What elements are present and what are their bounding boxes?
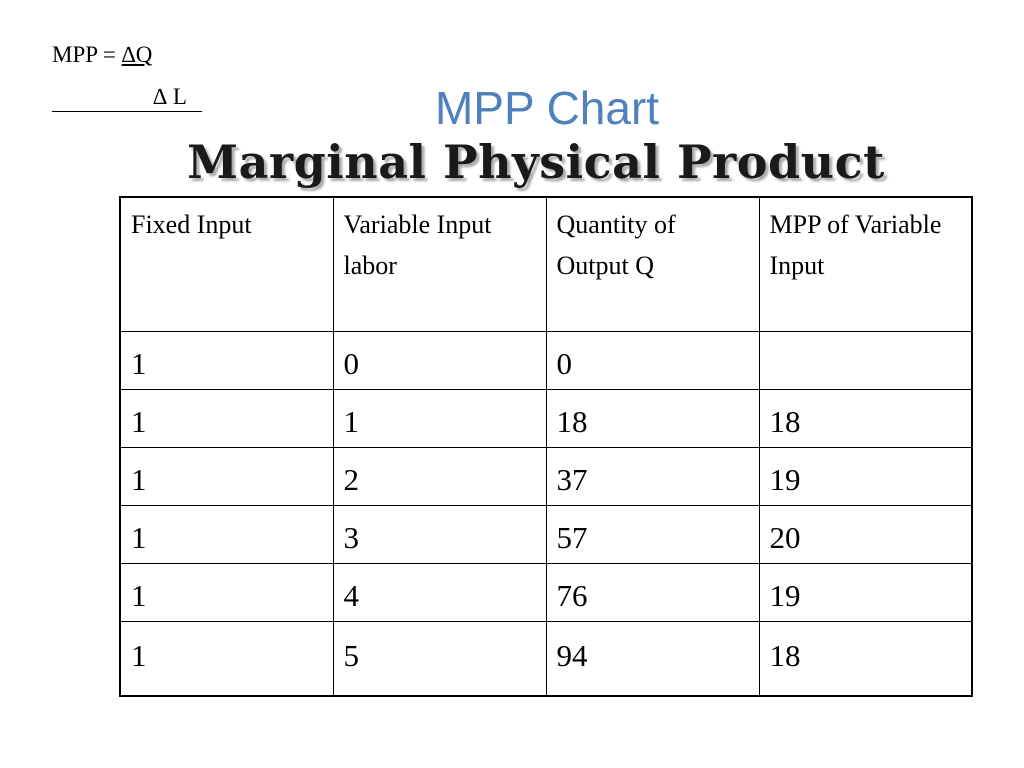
- header-fixed-input: Fixed Input: [120, 197, 333, 331]
- mpp-table: [119, 196, 973, 697]
- formula-numerator: ∆Q: [121, 42, 153, 67]
- cell-mpp: 18: [759, 621, 972, 696]
- cell-variable-input: 4: [333, 563, 546, 621]
- cell-quantity-output: 0: [546, 331, 759, 389]
- cell-quantity-output: 18: [546, 389, 759, 447]
- mpp-formula: [52, 42, 187, 109]
- table-row: [120, 331, 972, 389]
- cell-quantity-output: 37: [546, 447, 759, 505]
- table-row: [120, 447, 972, 505]
- header-quantity-output: Quantity of Output Q: [546, 197, 759, 331]
- formula-denominator: ∆ L: [153, 84, 187, 109]
- cell-mpp: 19: [759, 563, 972, 621]
- cell-mpp: 19: [759, 447, 972, 505]
- cell-mpp: 18: [759, 389, 972, 447]
- table-row: [120, 621, 972, 696]
- slide-title: MPP Chart: [434, 82, 660, 134]
- cell-variable-input: 2: [333, 447, 546, 505]
- table-header: [120, 197, 972, 331]
- cell-fixed-input: 1: [120, 331, 333, 389]
- cell-fixed-input: 1: [120, 389, 333, 447]
- slide-subtitle: Marginal Physical Product: [187, 135, 885, 189]
- cell-quantity-output: 57: [546, 505, 759, 563]
- cell-mpp: 20: [759, 505, 972, 563]
- formula-numerator-line: [52, 43, 152, 66]
- cell-fixed-input: 1: [120, 505, 333, 563]
- cell-variable-input: 1: [333, 389, 546, 447]
- cell-variable-input: 0: [333, 331, 546, 389]
- cell-variable-input: 3: [333, 505, 546, 563]
- table-header-row: [120, 197, 972, 331]
- cell-fixed-input: 1: [120, 621, 333, 696]
- table-row: [120, 389, 972, 447]
- cell-fixed-input: 1: [120, 563, 333, 621]
- header-variable-input: Variable Input labor: [333, 197, 546, 331]
- cell-fixed-input: 1: [120, 447, 333, 505]
- formula-lhs: MPP =: [52, 42, 122, 67]
- cell-variable-input: 5: [333, 621, 546, 696]
- table-row: [120, 563, 972, 621]
- table-body: [120, 331, 972, 696]
- cell-quantity-output: 94: [546, 621, 759, 696]
- table-row: [120, 505, 972, 563]
- cell-mpp: [759, 331, 972, 389]
- cell-quantity-output: 76: [546, 563, 759, 621]
- header-mpp: MPP of Variable Input: [759, 197, 972, 331]
